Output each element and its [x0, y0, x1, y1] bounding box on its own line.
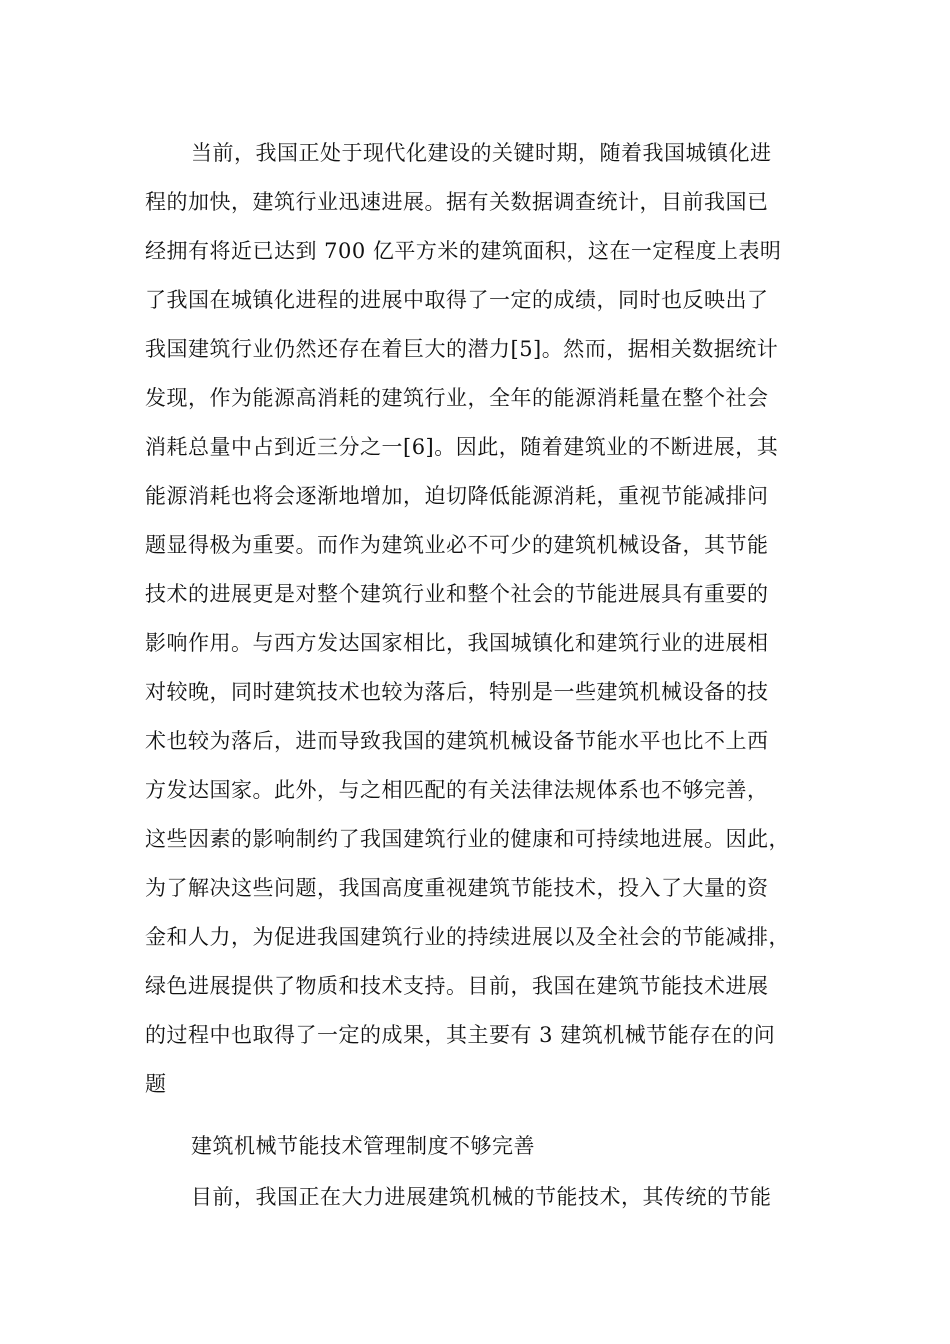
paragraph-1-line: 经拥有将近已达到 700 亿平方米的建筑面积，这在一定程度上表明 [145, 239, 782, 263]
section-heading: 建筑机械节能技术管理制度不够完善 [191, 1134, 535, 1158]
paragraph-1-line: 了我国在城镇化进程的进展中取得了一定的成绩，同时也反映出了 [145, 288, 769, 312]
paragraph-1-line: 当前，我国正处于现代化建设的关键时期，随着我国城镇化进 [191, 141, 772, 165]
paragraph-1-line: 能源消耗也将会逐渐地增加，迫切降低能源消耗，重视节能减排问 [145, 484, 769, 508]
paragraph-1-line: 我国建筑行业仍然还存在着巨大的潜力[5]。然而，据相关数据统计 [145, 337, 779, 361]
paragraph-1-line: 题 [145, 1072, 167, 1096]
paragraph-1-line: 方发达国家。此外，与之相匹配的有关法律法规体系也不够完善， [145, 778, 769, 802]
paragraph-1-line: 对较晚，同时建筑技术也较为落后，特别是一些建筑机械设备的技 [145, 680, 769, 704]
paragraph-1-line: 这些因素的影响制约了我国建筑行业的健康和可持续地进展。因此， [145, 827, 790, 851]
paragraph-1-line: 绿色进展提供了物质和技术支持。目前，我国在建筑节能技术进展 [145, 974, 769, 998]
paragraph-1-line: 程的加快，建筑行业迅速进展。据有关数据调查统计，目前我国已 [145, 190, 769, 214]
paragraph-1-line: 影响作用。与西方发达国家相比，我国城镇化和建筑行业的进展相 [145, 631, 769, 655]
paragraph-1-line: 术也较为落后，进而导致我国的建筑机械设备节能水平也比不上西 [145, 729, 769, 753]
paragraph-1-line: 金和人力，为促进我国建筑行业的持续进展以及全社会的节能减排， [145, 925, 790, 949]
paragraph-1-line: 消耗总量中占到近三分之一[6]。因此，随着建筑业的不断进展，其 [145, 435, 779, 459]
paragraph-1-line: 题显得极为重要。而作为建筑业必不可少的建筑机械设备，其节能 [145, 533, 769, 557]
paragraph-1-line: 发现，作为能源高消耗的建筑行业，全年的能源消耗量在整个社会 [145, 386, 769, 410]
paragraph-1-line: 技术的进展更是对整个建筑行业和整个社会的节能进展具有重要的 [145, 582, 769, 606]
paragraph-1-line: 为了解决这些问题，我国高度重视建筑节能技术，投入了大量的资 [145, 876, 769, 900]
paragraph-2-line: 目前，我国正在大力进展建筑机械的节能技术，其传统的节能 [191, 1185, 772, 1209]
paragraph-1-line: 的过程中也取得了一定的成果，其主要有 3 建筑机械节能存在的问 [145, 1023, 776, 1047]
